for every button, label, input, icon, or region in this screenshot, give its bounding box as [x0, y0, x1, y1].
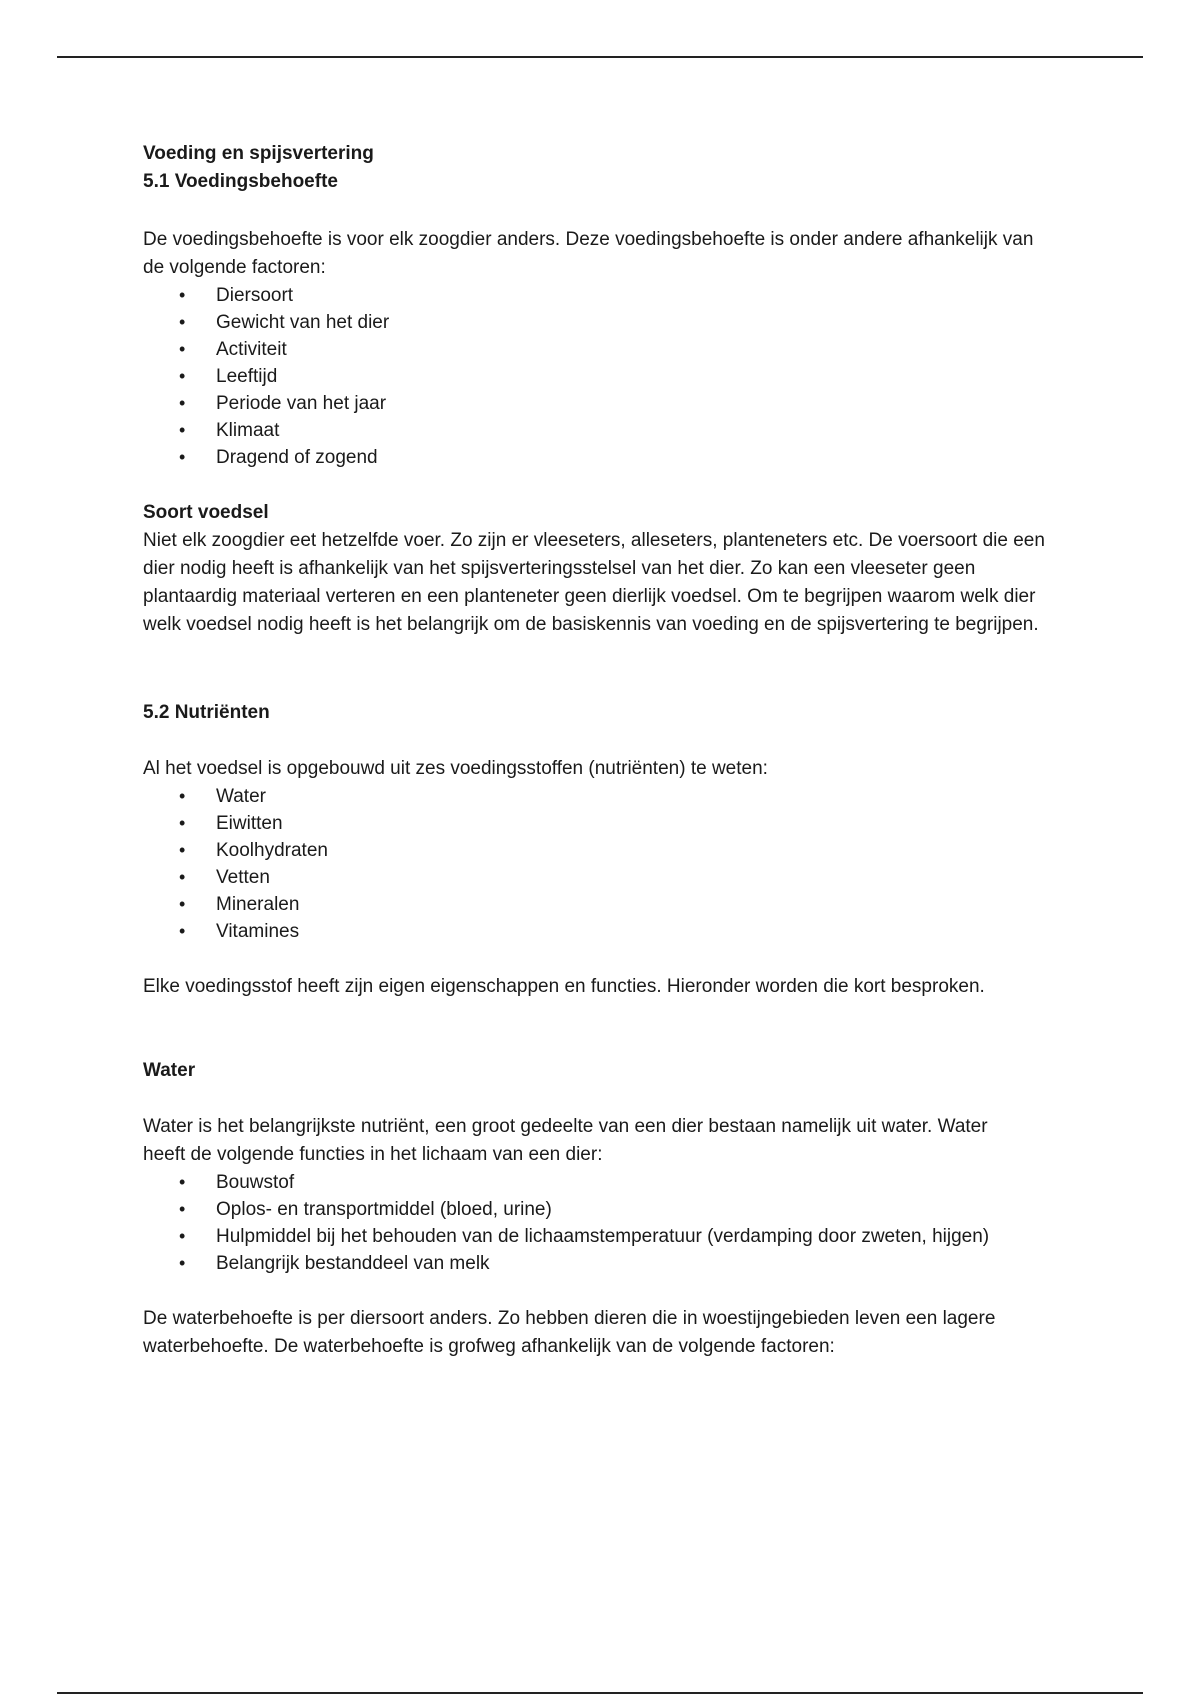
- bullet-icon: •: [179, 867, 186, 887]
- list-item: • Dragend of zogend: [143, 444, 1063, 471]
- factors-list: [143, 282, 1063, 471]
- list-item: • Oplos- en transportmiddel (bloed, urine): [143, 1196, 1063, 1223]
- heading-soort-voedsel: Soort voedsel: [143, 502, 269, 523]
- bullet-icon: •: [179, 366, 186, 386]
- document-page: [143, 140, 1063, 1361]
- list-item: • Vetten: [143, 864, 1063, 891]
- bullet-icon: •: [179, 1172, 186, 1192]
- list-item: • Periode van het jaar: [143, 390, 1063, 417]
- paragraph-water-needs: De waterbehoefte is per diersoort anders. Zo hebben dieren die in woestijngebieden leven een lagere waterbehoefte. De waterbehoefte is grofweg afhankelijk van de volgende factoren:: [143, 1308, 996, 1357]
- bullet-icon: •: [179, 339, 186, 359]
- list-item: • Vitamines: [143, 918, 1063, 945]
- paragraph-intro-5-2: Al het voedsel is opgebouwd uit zes voedingsstoffen (nutriënten) te weten:: [143, 758, 768, 779]
- bullet-icon: •: [179, 420, 186, 440]
- list-item: • Leeftijd: [143, 363, 1063, 390]
- paragraph-water-intro: Water is het belangrijkste nutriënt, een groot gedeelte van een dier bestaan namelijk uit water. Water heeft de volgende functies in het lichaam van een dier:: [143, 1116, 988, 1165]
- bullet-icon: •: [179, 786, 186, 806]
- heading-water: Water: [143, 1060, 196, 1081]
- paragraph-soort-voedsel: Niet elk zoogdier eet hetzelfde voer. Zo zijn er vleeseters, alleseters, planteneters etc. De voersoort die een dier nodig heeft is afhankelijk van het spijsverteringsstelsel van het dier. Zo kan een vleeseter geen plantaardig materiaal verteren en een planteneter geen dierlijk voedsel. Om te begrijpen waarom welk dier welk voedsel nodig heeft is het belangrijk om de basiskennis van voeding en de spijsvertering te begrijpen.: [143, 530, 1045, 635]
- document-title: Voeding en spijsvertering: [143, 143, 374, 164]
- bullet-icon: •: [179, 447, 186, 467]
- bullet-icon: •: [179, 894, 186, 914]
- bullet-icon: •: [179, 393, 186, 413]
- list-item: • Hulpmiddel bij het behouden van de lichaamstemperatuur (verdamping door zweten, hijgen): [143, 1223, 1063, 1250]
- bullet-icon: •: [179, 840, 186, 860]
- list-item: • Activiteit: [143, 336, 1063, 363]
- list-item: • Water: [143, 783, 1063, 810]
- header-rule: [57, 56, 1143, 58]
- list-item: • Belangrijk bestanddeel van melk: [143, 1250, 1063, 1277]
- bullet-icon: •: [179, 312, 186, 332]
- footer-rule: [57, 1692, 1143, 1694]
- paragraph-outro-5-2: Elke voedingsstof heeft zijn eigen eigenschappen en functies. Hieronder worden die kort besproken.: [143, 976, 985, 997]
- list-item: • Gewicht van het dier: [143, 309, 1063, 336]
- heading-5-1: 5.1 Voedingsbehoefte: [143, 171, 338, 192]
- list-item: • Klimaat: [143, 417, 1063, 444]
- paragraph-intro-5-1: De voedingsbehoefte is voor elk zoogdier anders. Deze voedingsbehoefte is onder andere afhankelijk van de volgende factoren:: [143, 229, 1034, 278]
- water-functions-list: [143, 1169, 1063, 1277]
- nutrients-list: [143, 783, 1063, 945]
- bullet-icon: •: [179, 1226, 186, 1246]
- list-item: • Koolhydraten: [143, 837, 1063, 864]
- bullet-icon: •: [179, 1199, 186, 1219]
- bullet-icon: •: [179, 921, 186, 941]
- bullet-icon: •: [179, 813, 186, 833]
- list-item: • Bouwstof: [143, 1169, 1063, 1196]
- list-item: • Diersoort: [143, 282, 1063, 309]
- bullet-icon: •: [179, 285, 186, 305]
- bullet-icon: •: [179, 1253, 186, 1273]
- list-item: • Mineralen: [143, 891, 1063, 918]
- heading-5-2: 5.2 Nutriënten: [143, 702, 270, 723]
- list-item: • Eiwitten: [143, 810, 1063, 837]
